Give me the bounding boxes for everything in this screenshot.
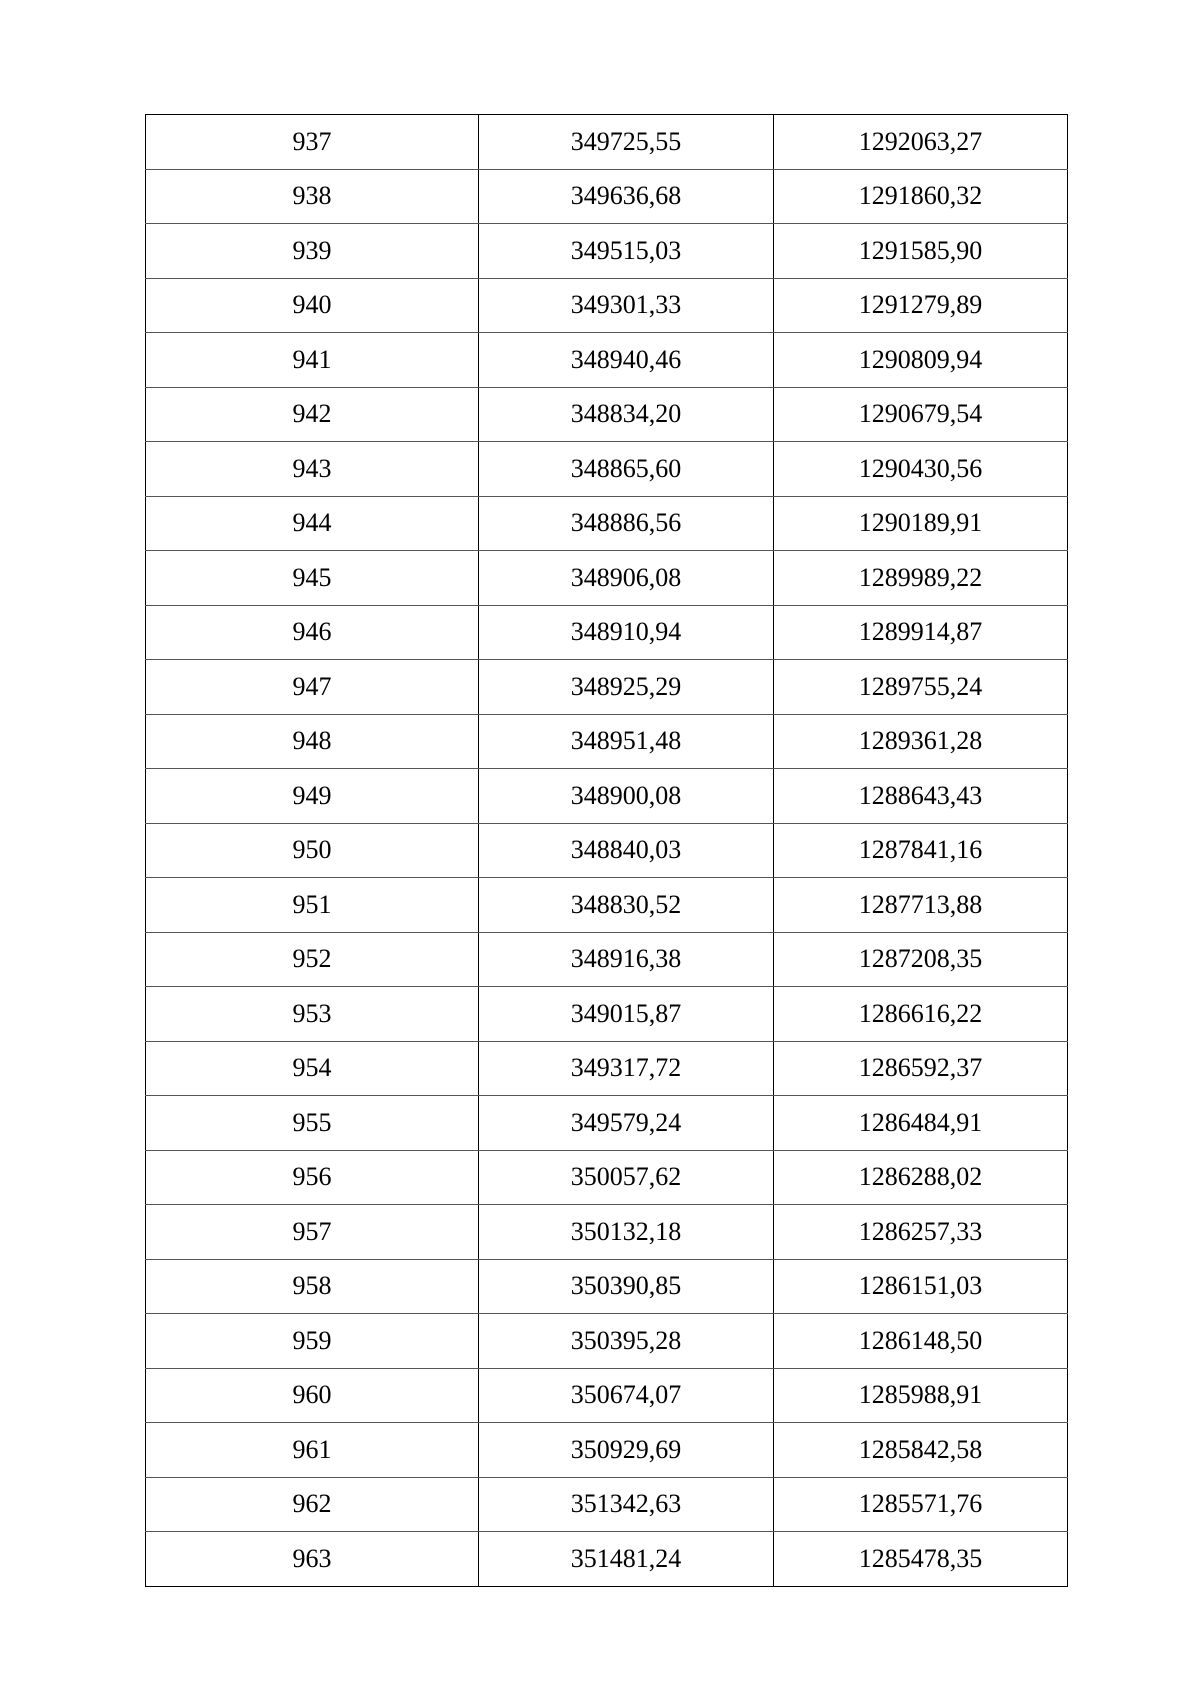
x-coordinate: 349579,24 [479, 1096, 774, 1151]
table-row [146, 932, 1068, 987]
y-coordinate: 1291585,90 [774, 224, 1068, 279]
y-coordinate: 1290430,56 [774, 442, 1068, 497]
x-coordinate: 348951,48 [479, 714, 774, 769]
x-coordinate: 348940,46 [479, 333, 774, 388]
x-coordinate: 348834,20 [479, 387, 774, 442]
table-row [146, 442, 1068, 497]
y-coordinate: 1289361,28 [774, 714, 1068, 769]
table-row [146, 1314, 1068, 1369]
table-row [146, 987, 1068, 1042]
y-coordinate: 1291860,32 [774, 169, 1068, 224]
table-row [146, 714, 1068, 769]
y-coordinate: 1287841,16 [774, 823, 1068, 878]
x-coordinate: 351342,63 [479, 1477, 774, 1532]
x-coordinate: 349636,68 [479, 169, 774, 224]
x-coordinate: 351481,24 [479, 1532, 774, 1587]
table-row [146, 1150, 1068, 1205]
coordinates-table [145, 114, 1068, 1587]
y-coordinate: 1289914,87 [774, 605, 1068, 660]
y-coordinate: 1287713,88 [774, 878, 1068, 933]
y-coordinate: 1285571,76 [774, 1477, 1068, 1532]
point-number: 946 [146, 605, 479, 660]
point-number: 961 [146, 1423, 479, 1478]
table-row [146, 1532, 1068, 1587]
x-coordinate: 348830,52 [479, 878, 774, 933]
table-row [146, 605, 1068, 660]
x-coordinate: 349515,03 [479, 224, 774, 279]
y-coordinate: 1285988,91 [774, 1368, 1068, 1423]
x-coordinate: 348865,60 [479, 442, 774, 497]
point-number: 941 [146, 333, 479, 388]
x-coordinate: 350929,69 [479, 1423, 774, 1478]
x-coordinate: 349015,87 [479, 987, 774, 1042]
point-number: 954 [146, 1041, 479, 1096]
y-coordinate: 1291279,89 [774, 278, 1068, 333]
point-number: 945 [146, 551, 479, 606]
y-coordinate: 1286616,22 [774, 987, 1068, 1042]
y-coordinate: 1290189,91 [774, 496, 1068, 551]
table-row [146, 333, 1068, 388]
point-number: 960 [146, 1368, 479, 1423]
point-number: 955 [146, 1096, 479, 1151]
table-row [146, 878, 1068, 933]
table-row [146, 1477, 1068, 1532]
y-coordinate: 1286484,91 [774, 1096, 1068, 1151]
point-number: 956 [146, 1150, 479, 1205]
y-coordinate: 1290679,54 [774, 387, 1068, 442]
table-row [146, 769, 1068, 824]
x-coordinate: 350057,62 [479, 1150, 774, 1205]
y-coordinate: 1287208,35 [774, 932, 1068, 987]
y-coordinate: 1286148,50 [774, 1314, 1068, 1369]
y-coordinate: 1286288,02 [774, 1150, 1068, 1205]
y-coordinate: 1285478,35 [774, 1532, 1068, 1587]
point-number: 938 [146, 169, 479, 224]
point-number: 937 [146, 115, 479, 170]
table-row [146, 1368, 1068, 1423]
x-coordinate: 348916,38 [479, 932, 774, 987]
table-row [146, 1041, 1068, 1096]
point-number: 943 [146, 442, 479, 497]
y-coordinate: 1292063,27 [774, 115, 1068, 170]
point-number: 942 [146, 387, 479, 442]
point-number: 947 [146, 660, 479, 715]
x-coordinate: 348886,56 [479, 496, 774, 551]
table-row [146, 823, 1068, 878]
point-number: 940 [146, 278, 479, 333]
x-coordinate: 349725,55 [479, 115, 774, 170]
point-number: 939 [146, 224, 479, 279]
table-row [146, 1259, 1068, 1314]
point-number: 949 [146, 769, 479, 824]
point-number: 953 [146, 987, 479, 1042]
table-row [146, 496, 1068, 551]
table-row [146, 224, 1068, 279]
y-coordinate: 1288643,43 [774, 769, 1068, 824]
y-coordinate: 1289755,24 [774, 660, 1068, 715]
x-coordinate: 348925,29 [479, 660, 774, 715]
table-row [146, 1096, 1068, 1151]
x-coordinate: 348900,08 [479, 769, 774, 824]
x-coordinate: 350674,07 [479, 1368, 774, 1423]
point-number: 963 [146, 1532, 479, 1587]
point-number: 952 [146, 932, 479, 987]
x-coordinate: 348906,08 [479, 551, 774, 606]
y-coordinate: 1286257,33 [774, 1205, 1068, 1260]
table-row [146, 1205, 1068, 1260]
point-number: 957 [146, 1205, 479, 1260]
table-row [146, 115, 1068, 170]
point-number: 959 [146, 1314, 479, 1369]
table-row [146, 551, 1068, 606]
y-coordinate: 1290809,94 [774, 333, 1068, 388]
x-coordinate: 349317,72 [479, 1041, 774, 1096]
table-row [146, 278, 1068, 333]
x-coordinate: 350132,18 [479, 1205, 774, 1260]
x-coordinate: 348910,94 [479, 605, 774, 660]
point-number: 944 [146, 496, 479, 551]
x-coordinate: 349301,33 [479, 278, 774, 333]
y-coordinate: 1286592,37 [774, 1041, 1068, 1096]
y-coordinate: 1285842,58 [774, 1423, 1068, 1478]
point-number: 950 [146, 823, 479, 878]
y-coordinate: 1286151,03 [774, 1259, 1068, 1314]
point-number: 962 [146, 1477, 479, 1532]
table-row [146, 660, 1068, 715]
table-row [146, 1423, 1068, 1478]
point-number: 951 [146, 878, 479, 933]
x-coordinate: 350395,28 [479, 1314, 774, 1369]
point-number: 958 [146, 1259, 479, 1314]
x-coordinate: 348840,03 [479, 823, 774, 878]
table-row [146, 387, 1068, 442]
point-number: 948 [146, 714, 479, 769]
table-row [146, 169, 1068, 224]
y-coordinate: 1289989,22 [774, 551, 1068, 606]
x-coordinate: 350390,85 [479, 1259, 774, 1314]
